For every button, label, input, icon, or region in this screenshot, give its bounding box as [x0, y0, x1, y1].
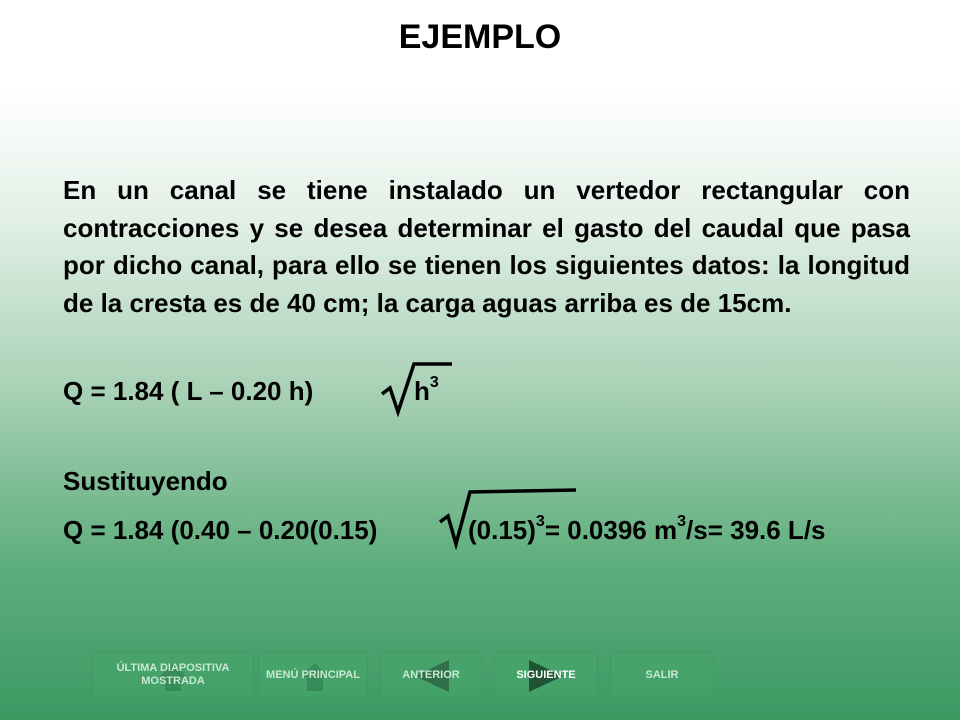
- formula-line: [63, 376, 313, 407]
- formula-prefix: Q = 1.84 ( L – 0.20 h): [63, 376, 314, 406]
- next-button[interactable]: SIGUIENTE: [494, 652, 598, 698]
- substitution-prefix: Q = 1.84 (0.40 – 0.20(0.15): [63, 515, 378, 545]
- formula-exponent: 3: [429, 374, 439, 391]
- previous-button[interactable]: ANTERIOR: [380, 652, 482, 698]
- substitution-label: Sustituyendo: [63, 466, 228, 496]
- main-menu-button[interactable]: MENÚ PRINCIPAL: [258, 652, 368, 698]
- navigation-bar: [82, 652, 714, 700]
- formula-radicand: $h^3$: [414, 374, 439, 406]
- slide-title: EJEMPLO: [398, 18, 562, 56]
- last-slide-button[interactable]: ÚLTIMA DIAPOSITIVA MOSTRADA: [92, 652, 254, 698]
- substitution-result: = 0.0396 m: [544, 515, 678, 545]
- substitution-radicand: $(0.15)^3= 0.0396$ $m^3/s= 39.6$ L/s: [468, 513, 826, 545]
- substitution-line: [63, 515, 377, 546]
- problem-statement: En un canal se tiene instalado un vertedor rectangular con contracciones y se desea determinar el gasto del caudal que pasa por dicho canal, para ello se tienen los siguientes datos: la longitud de la cresta es de 40 cm; la carga aguas arriba es de 15cm.: [63, 175, 910, 318]
- exit-button[interactable]: SALIR: [610, 652, 714, 698]
